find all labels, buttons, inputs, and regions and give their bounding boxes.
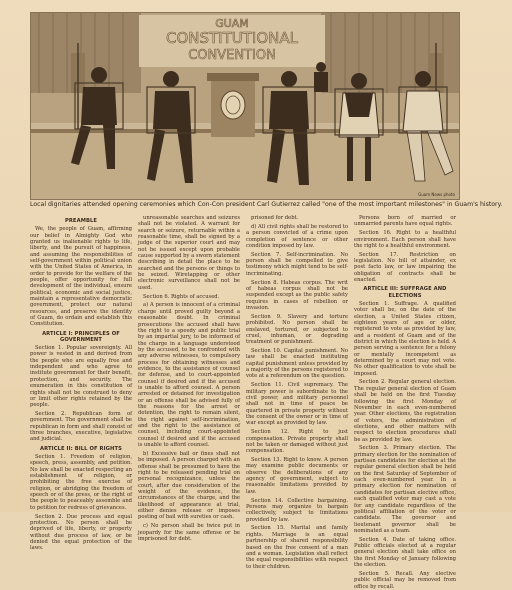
article-paragraph: Section 10. Capital punishment. No law shall be enacted instituting capital punishment unless provided by a majority of the persons registered to vote at a referendum on the question. — [246, 348, 348, 380]
article-heading: ARTICLE I: PRINCIPLES OF GOVERNMENT — [42, 330, 120, 343]
article-paragraph: We, the people of Guam, affirming our belief in Almighty God who granted us inalienable rights to life, liberty, and the pursuit of happiness, and assuming the responsibilities of self-government within political union with the United States of America, in order to provide for the welfare of the people, offer opportunity for full development of the individual, ensure political, economic and social justice, maintain a representative democratic government, protect our natural resources, and preserve the identity of Guam, do ordain and establish this Constitution. — [30, 226, 132, 328]
column-3 — [246, 215, 348, 570]
article-heading: ARTICLE III: SUFFRAGE AND ELECTIONS — [363, 286, 447, 299]
article-paragraph: Section 1. Suffrage. A qualified voter shall be, on the date of the election, a United States citizen, eighteen years of age or older, registered to vote as provided by law, and a resident of Guam and of the district in which the election is held. A person serving a sentence for a felony or mentally incompetent as determined by a court may not vote. No other qualification to vote shall be imposed. — [354, 300, 456, 377]
article-paragraph: Section 8. Habeas corpus. The writ of habeas corpus shall not be suspended except as the public safety requires in cases of rebellion or invasion. — [246, 279, 348, 311]
article-paragraph: Section 2. Republican form of government. The government shall be republican in form and shall consist of three branches, executive, legislative and judicial. — [30, 411, 132, 443]
banner-line-3: CONVENTION — [188, 48, 276, 63]
article-paragraph: Section 1. Popular sovereignty. All power is vested in and derived from the people who are equally free and independent and who agree to institute government for their benefit, protection, and security. The enumeration in this constitution of rights shall not be construed to deny or limit other rights retained by the people. — [30, 345, 132, 409]
article-paragraph: Section 3. Primary election. The primary election for the nomination of partisan candidates for election at the regular general election shall be held on the first Saturday of September of each even-numbered year. In a primary election for nomination of candidates for partisan elective office, each qualified voter may cast a vote for any candidate regardless of the political affiliation of the voter or candidate. The governor and lieutenant governor shall be nominated as a team. — [354, 445, 456, 534]
article-paragraph: Section 14. Collective bargaining. Persons may organize to bargain collectively, subject to limitations provided by law. — [246, 497, 348, 523]
article-paragraph: Section 1. Freedom of religion, speech, press, assembly, and petition. No law shall be enacted respecting an establishment of religion, or prohibiting the free exercise of religion, or abridging the freedom of speech or of the press, or the right of the people to peaceably assemble and to petition for redress of grievances. — [30, 453, 132, 511]
column-4 — [354, 215, 456, 590]
opening-ceremony-photo — [30, 12, 460, 200]
column-2 — [138, 215, 240, 542]
article-paragraph: Section 9. Slavery and torture prohibited. No person shall be enslaved, tortured, or subjected to cruel, inhuman, or degrading treatment or punishment. — [246, 313, 348, 346]
guam-seal-icon — [221, 91, 245, 119]
article-heading: ARTICLE II: BILL OF RIGHTS — [40, 445, 122, 452]
banner-line-1: GUAM — [215, 17, 249, 30]
photo-credit: Guam News photo — [418, 192, 455, 197]
photo-illustration — [31, 13, 459, 199]
article-columns — [30, 215, 460, 590]
article-paragraph: Section 5. Recall. Any elective public official may be removed from office by recall. — [354, 570, 456, 590]
article-paragraph: Section 4. Date of taking office. Public officials elected at a regular general election shall take office on the first Monday of January following the election. — [354, 536, 456, 569]
article-paragraph: d) All civil rights shall be restored to a person convicted of a crime upon completion of sentence or other condition imposed by law. — [246, 223, 348, 249]
article-heading: PREAMBLE — [64, 218, 98, 224]
banner-line-2: CONSTITUTIONAL — [166, 29, 298, 47]
article-paragraph: a) A person is innocent of a criminal charge until proved guilty beyond a reasonable doubt. In criminal prosecutions the accused shall have the right to a speedy and public trial by an impartial jury, to be informed of the charge in a language understood by the accused, to be confronted with any adverse witnesses, to compulsory process for obtaining witnesses and evidence, to the assistance of counsel for defense, and to court-appointed counsel if desired and if the accused is unable to afford counsel. A person arrested or detained for investigation or an offense shall be advised fully of the reasons for the arrest or detention, the right to remain silent, the right against self-incrimination, and the right to the assistance of counsel, including court-appointed counsel if desired and if the accused is unable to afford counsel. — [138, 302, 240, 449]
article-paragraph: Section 7. Self-incrimination. No person shall be compelled to give testimony which might tend to be self-incriminating. — [246, 251, 348, 277]
article-paragraph: Persons born of married or unmarried parents have equal rights. — [354, 215, 456, 228]
article-paragraph: Section 17. Restriction on legislation. No bill of attainder, ex post facto law, or law impairing the obligation of contracts shall be enacted. — [354, 251, 456, 284]
article-paragraph: Section 2. Due process and equal protection. No person shall be deprived of life, liberty, or property without due process of law, or be denied the equal protection of the laws. — [30, 513, 132, 552]
photo-caption: Local dignitaries attended opening ceremonies which Con-Con president Carl Gutierrez called "one of the most important milestones" in Guam's history. — [30, 201, 503, 208]
article-paragraph: b) Excessive bail or fines shall not be imposed. A person charged with an offense shall be presumed to have the right to be released pending trial on personal recognizance, unless the court, after due consideration of the weight of the evidence, the circumstances of the charge, and the likelihood of appearance at trial, either denies release or imposes posting of bail with sureties or cash. — [138, 450, 240, 521]
article-paragraph: Section 2. Regular general election. The regular general election of Guam shall be held on the first Tuesday following the first Monday of November in each even-numbered year. Other elections, the registration of voters, the administration of elections, and other matters with respect to election procedures shall be as provided by law. — [354, 379, 456, 443]
article-paragraph: Section 12. Right to just compensation. Private property shall not be taken or damaged without just compensation. — [246, 429, 348, 455]
article-paragraph: prisoned for debt. — [251, 215, 299, 221]
article-paragraph: Section 15. Marital and family rights. Marriage is an equal partnership of shared responsibility based on the free consent of a man and a woman. Legislation shall reflect the equal responsibilities with respect to their children. — [246, 525, 348, 570]
article-paragraph: c) No person shall be twice put in jeopardy for the same offense or be imprisoned for debt. — [138, 523, 240, 542]
article-paragraph: Section 13. Right to know. A person may examine public documents or observe the deliberations of any agency of government, subject to reasonable limitations provided by law. — [246, 457, 348, 495]
column-1 — [30, 215, 132, 552]
article-paragraph: Section 6. Rights of accused. — [143, 293, 220, 300]
article-paragraph: Section 16. Right to a healthful environment. Each person shall have the right to a healthful environment. — [354, 230, 456, 249]
article-paragraph: unreasonable searches and seizures shall not be violated. A warrant for search or seizure, returnable within a reasonable time, shall be signed by a judge of the superior court and may not be issued except upon probable cause supported by a sworn statement describing in detail the place to be searched and the persons or things to be seized. Wiretapping or other electronic surveillance shall not be used. — [138, 215, 240, 291]
curtain-left — [31, 13, 141, 93]
article-paragraph: Section 11. Civil supremacy. The military power is subordinate to the civil power, and military personnel shall not in time of peace be quartered in private property without the consent of the owner or in time of war except as provided by law. — [246, 382, 348, 427]
